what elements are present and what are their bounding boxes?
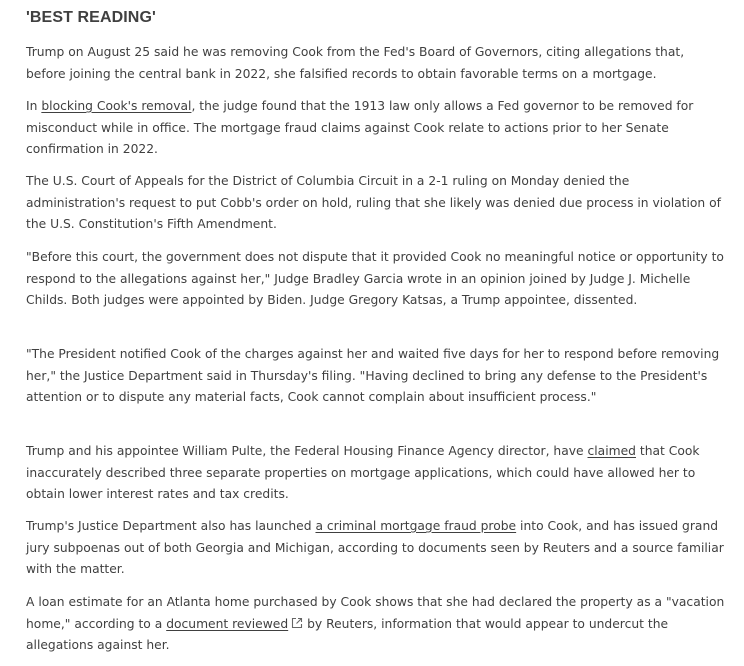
- paragraph-3: [26, 171, 726, 236]
- paragraph-8-text-pre: A loan estimate for an Atlanta home purchased by Cook shows that she had declared the property as a "vacation home," according to a: [26, 595, 725, 631]
- paragraph-8: [26, 592, 726, 657]
- paragraph-5-text: "The President notified Cook of the charges against her and waited five days for her to respond before removing her," the Justice Department said in Thursday's filing. "Having declined to bring any defense to the President's attention or to dispute any material facts, Cook cannot complain about insufficient process.": [26, 347, 720, 404]
- paragraph-4-text: "Before this court, the government does not dispute that it provided Cook no meaningful notice or opportunity to respond to the allegations against her," Judge Bradley Garcia wrote in an opinion joined by Judge J. Michelle Childs. Both judges were appointed by Biden. Judge Gregory Katsas, a Trump appointee, dissented.: [26, 250, 724, 307]
- article-body: [26, 0, 726, 652]
- section-heading: 'BEST READING': [26, 9, 156, 26]
- paragraph-2-text-post: , the judge found that the 1913 law only allows a Fed governor to be removed for misconduct while in office. The mortgage fraud claims against Cook relate to actions prior to her Senate confirmation in 2022.: [26, 99, 694, 156]
- paragraph-3-text: The U.S. Court of Appeals for the District of Columbia Circuit in a 2-1 ruling on Monday denied the administration's request to put Cobb's order on hold, ruling that she likely was denied due process in violation of the U.S. Constitution's Fifth Amendment.: [26, 174, 721, 231]
- paragraph-4: [26, 247, 726, 312]
- paragraph-2-text-pre: In: [26, 99, 42, 113]
- paragraph-8-text-post: by Reuters, information that would appear to undercut the allegations against her.: [26, 616, 669, 652]
- link-criminal-mortgage-fraud-probe[interactable]: a criminal mortgage fraud probe: [315, 519, 517, 533]
- paragraph-2: [26, 96, 726, 161]
- paragraph-1: [26, 42, 726, 85]
- link-document-reviewed[interactable]: document reviewed: [166, 616, 289, 631]
- paragraph-1-text: Trump on August 25 said he was removing Cook from the Fed's Board of Governors, citing allegations that, before joining the central bank in 2022, she falsified records to obtain favorable terms on a mortgage.: [26, 45, 685, 81]
- paragraph-5: [26, 344, 726, 409]
- paragraph-6-text-pre: Trump and his appointee William Pulte, the Federal Housing Finance Agency director, have: [26, 444, 588, 458]
- paragraph-7: [26, 516, 726, 581]
- link-blocking-cooks-removal[interactable]: blocking Cook's removal: [41, 99, 192, 113]
- paragraph-7-text-post: into Cook, and has issued grand jury subpoenas out of both Georgia and Michigan, according to documents seen by Reuters and a source familiar with the matter.: [26, 519, 724, 576]
- external-link-icon[interactable]: [291, 617, 303, 629]
- link-claimed[interactable]: claimed: [587, 444, 636, 458]
- paragraph-7-text-pre: Trump's Justice Department also has launched: [26, 519, 316, 533]
- paragraph-6: [26, 441, 726, 506]
- paragraph-6-text-post: that Cook inaccurately described three separate properties on mortgage applications, which could have allowed her to obtain lower interest rates and tax credits.: [26, 444, 700, 501]
